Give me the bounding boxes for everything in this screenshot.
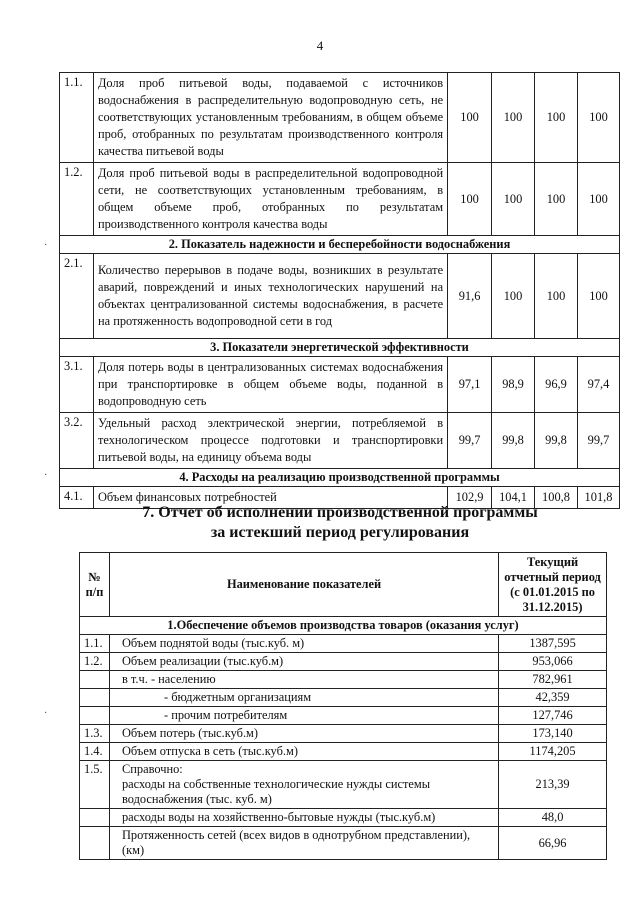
- indicator-value: 100: [492, 163, 535, 236]
- indicator-value: 1387,595: [499, 635, 607, 653]
- row-number: [80, 809, 110, 827]
- row-number: 3.1.: [60, 357, 94, 413]
- indicator-description: Количество перерывов в подаче воды, возникших в результате аварий, повреждений и иных технологических нарушений на объектах централизованной системы водоснабжения, в расчете на протяженность водопроводной сети в год: [93, 254, 447, 339]
- row-number: 3.2.: [60, 413, 94, 469]
- indicator-name: Объем отпуска в сеть (тыс.куб.м): [109, 743, 498, 761]
- row-number: 4.1.: [60, 487, 94, 509]
- indicator-row: [60, 254, 620, 339]
- indicator-name: - прочим потребителям: [109, 707, 498, 725]
- indicator-value: 100: [448, 163, 492, 236]
- indicator-value: 953,066: [499, 653, 607, 671]
- indicator-row: [60, 73, 620, 163]
- indicator-name: в т.ч. - населению: [109, 671, 498, 689]
- indicator-value: 99,8: [535, 413, 578, 469]
- indicators-table: [59, 72, 620, 509]
- section-title: 2. Показатель надежности и бесперебойности водоснабжения: [60, 236, 620, 254]
- report-title-line1: 7. Отчет об исполнении производственной программы: [142, 504, 538, 521]
- indicator-value: 48,0: [499, 809, 607, 827]
- indicator-value: 100: [492, 73, 535, 163]
- section-row: [60, 339, 620, 357]
- indicator-row: [60, 357, 620, 413]
- margin-mark: ·: [44, 240, 48, 251]
- indicator-value: 42,359: [499, 689, 607, 707]
- indicator-description: Объем финансовых потребностей: [93, 487, 447, 509]
- section-row: [60, 469, 620, 487]
- indicator-value: 102,9: [448, 487, 492, 509]
- indicator-name: Справочно: расходы на собственные технологические нужды системы водоснабжения (тыс. куб. м): [109, 761, 498, 809]
- report-title-line2: за истекший период регулирования: [210, 524, 470, 541]
- report-table: [79, 552, 607, 860]
- indicator-value: 100: [577, 254, 619, 339]
- row-number: 1.4.: [80, 743, 110, 761]
- report-row: [80, 761, 607, 809]
- indicator-value: 98,9: [492, 357, 535, 413]
- row-number: [80, 671, 110, 689]
- report-row: [80, 809, 607, 827]
- indicator-value: 91,6: [448, 254, 492, 339]
- margin-mark: ·: [44, 470, 48, 481]
- row-number: [80, 827, 110, 860]
- indicator-name: Объем потерь (тыс.куб.м): [109, 725, 498, 743]
- row-number: [80, 689, 110, 707]
- indicator-value: 97,4: [577, 357, 619, 413]
- indicator-value: 100: [577, 73, 619, 163]
- indicator-value: 1174,205: [499, 743, 607, 761]
- indicator-value: 99,8: [492, 413, 535, 469]
- indicator-value: 100: [535, 73, 578, 163]
- indicator-value: 66,96: [499, 827, 607, 860]
- row-number: 1.3.: [80, 725, 110, 743]
- indicator-name: Протяженность сетей (всех видов в однотрубном представлении), (км): [109, 827, 498, 860]
- row-number: 1.2.: [60, 163, 94, 236]
- section-title: 4. Расходы на реализацию производственной программы: [60, 469, 620, 487]
- indicator-value: 96,9: [535, 357, 578, 413]
- indicator-value: 127,746: [499, 707, 607, 725]
- indicator-description: Доля проб питьевой воды в распределительной водопроводной сети, не соответствующих установленным требованиям, в общем объеме проб, отобранных по результатам производственного контроля качества воды: [93, 163, 447, 236]
- row-number: [80, 707, 110, 725]
- section-row: 1.Обеспечение объемов производства товаров (оказания услуг): [80, 617, 607, 635]
- report-row: [80, 827, 607, 860]
- indicator-description: Доля потерь воды в централизованных системах водоснабжения при транспортировке в общем объеме воды, поданной в водопроводную сеть: [93, 357, 447, 413]
- report-row: [80, 635, 607, 653]
- indicator-value: 99,7: [577, 413, 619, 469]
- indicator-name: - бюджетным организациям: [109, 689, 498, 707]
- report-row: [80, 653, 607, 671]
- row-number: 1.1.: [60, 73, 94, 163]
- indicator-name: расходы воды на хозяйственно-бытовые нужды (тыс.куб.м): [109, 809, 498, 827]
- row-number: 1.5.: [80, 761, 110, 809]
- row-number: 1.1.: [80, 635, 110, 653]
- report-row: [80, 743, 607, 761]
- report-row: [80, 671, 607, 689]
- indicator-row: [60, 163, 620, 236]
- header-name: Наименование показателей: [109, 553, 498, 617]
- indicator-value: 173,140: [499, 725, 607, 743]
- page-number: 4: [316, 38, 324, 53]
- section-title: 3. Показатели энергетической эффективности: [60, 339, 620, 357]
- indicator-value: 100: [535, 163, 578, 236]
- indicator-value: 100: [492, 254, 535, 339]
- indicator-value: 100,8: [535, 487, 578, 509]
- row-number: 1.2.: [80, 653, 110, 671]
- section-row: [60, 236, 620, 254]
- report-title: [0, 503, 640, 543]
- indicator-row: [60, 413, 620, 469]
- margin-mark: ·: [44, 708, 48, 719]
- indicator-description: Удельный расход электрической энергии, потребляемой в технологическом процессе подготовки и транспортировки питьевой воды, на единицу объема воды: [93, 413, 447, 469]
- indicator-description: Доля проб питьевой воды, подаваемой с источников водоснабжения в распределительную водопроводную сеть, не соответствующих установленным требованиям, в общем объеме проб, отобранных по результатам производственного контроля качества питьевой воды: [93, 73, 447, 163]
- indicator-value: 101,8: [577, 487, 619, 509]
- indicator-value: 100: [448, 73, 492, 163]
- indicator-value: 104,1: [492, 487, 535, 509]
- report-row: [80, 707, 607, 725]
- row-number: 2.1.: [60, 254, 94, 339]
- report-row: [80, 725, 607, 743]
- header-period: Текущий отчетный период (с 01.01.2015 по 31.12.2015): [499, 553, 607, 617]
- indicator-value: 782,961: [499, 671, 607, 689]
- indicator-value: 97,1: [448, 357, 492, 413]
- report-row: [80, 689, 607, 707]
- indicator-name: Объем реализации (тыс.куб.м): [109, 653, 498, 671]
- header-num: № п/п: [80, 553, 110, 617]
- indicator-value: 100: [577, 163, 619, 236]
- indicator-value: 99,7: [448, 413, 492, 469]
- indicator-value: 213,39: [499, 761, 607, 809]
- indicator-name: Объем поднятой воды (тыс.куб. м): [109, 635, 498, 653]
- indicator-value: 100: [535, 254, 578, 339]
